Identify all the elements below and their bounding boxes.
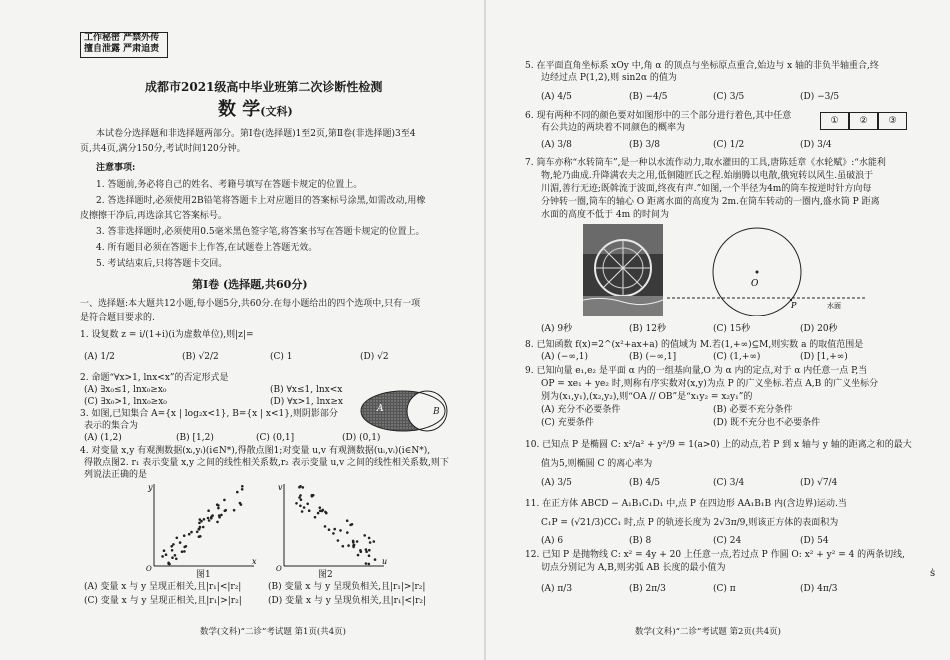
q11-option-b: (B) 8	[629, 536, 652, 546]
scatter-point	[239, 502, 242, 505]
q1-option-a: (A) 1/2	[84, 352, 115, 362]
scatter-point	[324, 511, 327, 514]
scatter-point	[216, 521, 219, 524]
scatter-point	[333, 528, 336, 531]
fig1-y-axis-label: y	[148, 483, 153, 492]
q10-option-a: (A) 3/5	[541, 478, 572, 488]
scatter-point	[299, 485, 302, 488]
scatter-point	[368, 549, 371, 552]
q12-stem-1: 12. 已知 P 是抛物线 C: x² = 4y + 20 上任意一点,若过点 P 作圆 O: x² + y² = 4 的两条切线,	[525, 550, 906, 560]
q1-option-c: (C) 1	[270, 352, 293, 362]
q10-option-c: (C) 3/4	[713, 478, 745, 488]
scatter-point	[299, 494, 302, 497]
scatter-point	[363, 534, 366, 537]
q11-option-c: (C) 24	[713, 536, 742, 546]
q7-stem-5: 水面的高度不低于 4m 的时间为	[541, 210, 669, 220]
intro-line-1: 本试卷分选择题和非选择题两部分。第Ⅰ卷(选择题)1至2页,第Ⅱ卷(非选择题)3至4	[96, 129, 416, 139]
scatter-point	[217, 507, 220, 510]
wheel-center-dot	[756, 271, 759, 274]
q12-option-d: (D) 4π/3	[800, 584, 838, 594]
scatter-point	[311, 495, 314, 498]
q9-stem-1: 9. 已知向量 e₁,e₂ 是平面 α 内的一组基向量,O 为 α 内的定点,对于 α 内任意一点 P,当	[525, 366, 868, 376]
q8-option-c: (C) (1,+∞)	[713, 352, 761, 362]
scatter-point	[303, 506, 306, 509]
scatter-point	[208, 519, 211, 522]
q6-option-d: (D) 3/4	[800, 140, 832, 150]
q3-stem-2: 表示的集合为	[84, 421, 139, 431]
scatter-point	[374, 558, 377, 561]
stamp-line-2: 擅自泄露 严肃追责	[84, 44, 160, 54]
q6-stem-2: 有公共边的两块着不同颜色的概率为	[541, 123, 686, 133]
scatter-point	[210, 517, 213, 520]
scatter-point	[174, 554, 177, 557]
scatter-point	[302, 486, 305, 489]
q8-option-a: (A) (−∞,1)	[541, 352, 589, 362]
fig1-origin: O	[146, 565, 152, 572]
fig1-x-axis-label: x	[252, 557, 257, 566]
scatter-point	[207, 509, 210, 512]
notes-title: 注意事项:	[96, 163, 136, 173]
q3-option-a: (A) (1,2)	[84, 433, 122, 443]
fig2-y-axis-label: v	[278, 483, 283, 492]
scatter-1-points	[161, 485, 243, 565]
scatter-point	[199, 535, 202, 538]
q10-stem-2: 值为5,则椭圆 C 的离心率为	[541, 459, 653, 469]
q3-option-b: (B) [1,2)	[176, 433, 214, 443]
scatter-point	[172, 543, 175, 546]
scatter-point	[373, 540, 376, 543]
q5-stem-1: 5. 在平面直角坐标系 xOy 中,角 α 的顶点与坐标原点重合,始边与 x 轴的非负半轴重合,终	[525, 61, 879, 71]
subject-suffix: (文科)	[260, 105, 293, 118]
q5-option-b: (B) −4/5	[629, 92, 668, 102]
scatter-point	[188, 533, 191, 536]
region-2: ②	[849, 112, 878, 130]
scatter-point	[236, 491, 239, 494]
q9-option-c: (C) 充要条件	[541, 418, 594, 428]
q6-option-b: (B) 3/8	[629, 140, 660, 150]
set-b-label: B	[433, 407, 440, 417]
q11-option-d: (D) 54	[800, 536, 829, 546]
exam-page-2	[485, 0, 950, 660]
scatter-point	[299, 505, 302, 508]
q2-option-d: (D) ∀x>1, lnx≥x	[270, 397, 343, 407]
scatter-point	[351, 523, 354, 526]
q7-option-b: (B) 12秒	[629, 324, 666, 334]
scatter-point	[176, 537, 179, 540]
q9-option-a: (A) 充分不必要条件	[541, 405, 621, 415]
section-1-title: 第Ⅰ卷 (选择题,共60分)	[192, 278, 308, 291]
scatter-point	[218, 516, 221, 519]
waterwheel-illustration	[583, 224, 663, 316]
scatter-point	[365, 562, 368, 565]
scatter-point	[300, 498, 303, 501]
scatter-point	[319, 506, 322, 509]
scatter-point	[342, 545, 345, 548]
set-b-circle	[407, 391, 447, 431]
scatter-point	[322, 509, 325, 512]
q10-option-d: (D) √7/4	[800, 478, 838, 488]
scatter-point	[198, 522, 201, 525]
section-1-intro-2: 是符合题目要求的.	[80, 313, 155, 323]
q12-option-a: (A) π/3	[541, 584, 573, 594]
venn-diagram	[355, 388, 465, 434]
scatter-point	[352, 540, 355, 543]
fig1-caption: 图1	[196, 570, 211, 580]
wheel-center-label: O	[751, 279, 759, 289]
q11-stem-1: 11. 在正方体 ABCD − A₁B₁C₁D₁ 中,点 P 在四边形 AA₁B₁B 内(含边界)运动.当	[525, 499, 847, 509]
scatter-point	[359, 549, 362, 552]
fig2-origin: O	[276, 565, 282, 572]
scatter-point	[183, 534, 186, 537]
scatter-point	[190, 531, 193, 534]
scatter-point	[332, 532, 335, 535]
q10-option-b: (B) 4/5	[629, 478, 660, 488]
q12-option-b: (B) 2π/3	[629, 584, 666, 594]
scatter-point	[179, 541, 182, 544]
region-1: ①	[820, 112, 849, 130]
scatter-point	[317, 512, 320, 515]
bucket-point-label: P	[791, 301, 797, 310]
confidential-stamp	[80, 32, 168, 58]
q7-stem-1: 7. 筒车亦称“水转筒车”,是一种以水流作动力,取水灌田的工具,唐陈廷章《水轮赋》:“水能利	[525, 158, 886, 168]
q4-option-a: (A) 变量 x 与 y 呈现正相关,且|r₁|<|r₂|	[84, 582, 242, 592]
scatter-point	[233, 509, 236, 512]
q3-stem-1: 3. 如图,已知集合 A={x | log₂x<1}, B={x | x<1},则阴影部分	[80, 409, 338, 419]
scatter-point	[356, 540, 359, 543]
q8-stem: 8. 已知函数 f(x)=2^(x²+ax+a) 的值域为 M.若(1,+∞)⊆M,则实数 a 的取值范围是	[525, 340, 864, 350]
scatter-point	[314, 516, 317, 519]
scatter-point	[220, 514, 223, 517]
q5-option-d: (D) −3/5	[800, 92, 840, 102]
scatter-point	[368, 563, 371, 566]
q2-option-a: (A) ∃x₀≤1, lnx₀≥x₀	[84, 385, 167, 395]
scatter-point	[241, 485, 244, 488]
section-1-intro-1: 一、选择题:本大题共12小题,每小题5分,共60分.在每小题给出的四个选项中,只有一项	[80, 299, 421, 309]
scatter-point	[163, 549, 166, 552]
q7-stem-3: 川湄,善行无迹;既斡流于波面,终夜有声.”如图,一个半径为4m的筒车按逆时针方向每	[541, 184, 872, 194]
q4-option-c: (C) 变量 x 与 y 呈现正相关,且|r₁|>|r₂|	[84, 596, 242, 606]
scatter-point	[241, 488, 244, 491]
scatter-point	[324, 525, 327, 528]
note-1: 1. 答题前,务必将自己的姓名、考籍号填写在答题卡规定的位置上。	[96, 180, 363, 190]
q6-stem-1: 6. 现有两种不同的颜色要对如图形中的三个部分进行着色,其中任意	[525, 111, 792, 121]
q5-option-a: (A) 4/5	[541, 92, 572, 102]
scatter-point	[223, 499, 226, 502]
q5-option-c: (C) 3/5	[713, 92, 745, 102]
q10-stem-1: 10. 已知点 P 是椭圆 C: x²/a² + y²/9 = 1(a>0) 上的动点,若 P 到 x 轴与 y 轴的距离之和的最大	[525, 440, 912, 450]
q4-stem-1: 4. 对变量 x,y 有观测数据(xᵢ,yᵢ)(i∈N*),得散点图1;对变量 u,v 有观测数据(uᵢ,vᵢ)(i∈N*),	[80, 446, 431, 456]
q6-option-a: (A) 3/8	[541, 140, 572, 150]
scatter-point	[339, 529, 342, 532]
scatter-point	[365, 548, 368, 551]
scatter-point	[357, 554, 360, 557]
q7-stem-4: 分钟转一圈,筒车的轴心 O 距离水面的高度为 2m.在筒车转动的一圈内,盛水筒 P 距离	[541, 197, 880, 207]
stamp-line-1: 工作秘密 严禁外传	[84, 33, 160, 43]
note-2b: 皮擦擦干净后,再选涂其它答案标号。	[80, 211, 227, 221]
scatter-point	[196, 531, 199, 534]
q1-option-d: (D) √2	[360, 352, 389, 362]
q7-option-d: (D) 20秒	[800, 324, 838, 334]
note-4: 4. 所有题目必须在答题卡上作答,在试题卷上答题无效。	[96, 243, 318, 253]
note-5: 5. 考试结束后,只将答题卡交回。	[96, 259, 228, 269]
q7-option-a: (A) 9秒	[541, 324, 573, 334]
scatter-point	[328, 528, 331, 531]
water-label: 水面	[827, 302, 841, 310]
scatter-point	[337, 539, 340, 542]
subject-name: 数 学	[218, 99, 261, 120]
three-region-figure	[820, 112, 907, 130]
scatter-point	[308, 509, 311, 512]
scatter-point	[203, 518, 206, 521]
scatter-point	[175, 558, 178, 561]
page-1-footer: 数学(文科)“二诊”考试题 第1页(共4页)	[200, 627, 346, 637]
q8-option-b: (B) (−∞,1]	[629, 352, 677, 362]
fig2-caption: 图2	[318, 570, 333, 580]
q12-option-c: (C) π	[713, 584, 736, 594]
q4-stem-2: 得散点图2. r₁ 表示变量 x,y 之间的线性相关系数,r₂ 表示变量 u,v 之间的线性相关系数,则下	[84, 458, 449, 468]
scatter-point	[347, 544, 350, 547]
scatter-point	[365, 550, 368, 553]
q11-option-a: (A) 6	[541, 536, 564, 546]
q4-option-b: (B) 变量 x 与 y 呈现负相关,且|r₁|>|r₂|	[268, 582, 426, 592]
margin-mark: ṡ	[930, 568, 936, 579]
q2-stem: 2. 命题“∀x>1, lnx<x”的否定形式是	[80, 373, 229, 383]
set-a-label: A	[377, 404, 384, 414]
scatter-point	[346, 519, 349, 522]
q8-option-d: (D) [1,+∞)	[800, 352, 848, 362]
q1-stem: 1. 设复数 z = i/(1+i)(i为虚数单位),则|z|=	[80, 330, 254, 340]
scatter-point	[295, 502, 298, 505]
q12-stem-2: 切点分别记为 A,B,则劣弧 AB 长度的最小值为	[541, 563, 726, 573]
scatter-point	[183, 550, 186, 553]
waterwheel-diagram	[667, 224, 887, 316]
subject-title	[218, 100, 293, 122]
q9-stem-2: OP = xe₁ + ye₂ 时,则称有序实数对(x,y)为点 P 的广义坐标.若点 A,B 的广义坐标分	[541, 379, 879, 389]
scatter-point	[181, 550, 184, 553]
scatter-point	[183, 546, 186, 549]
scatter-point	[199, 518, 202, 521]
q3-option-c: (C) (0,1]	[256, 433, 295, 443]
q2-option-b: (B) ∀x≤1, lnx<x	[270, 385, 343, 395]
scatter-point	[161, 555, 164, 558]
scatter-point	[346, 531, 349, 534]
scatter-point	[171, 549, 174, 552]
q2-option-c: (C) ∃x₀>1, lnx₀≥x₀	[84, 397, 167, 407]
q6-option-c: (C) 1/2	[713, 140, 745, 150]
q7-stem-2: 物,轮乃曲成.升降满农夫之用,低徊随匠氏之程.始崩腾以电散,俄宛转以风生.虽破浪于	[541, 171, 874, 181]
region-3: ③	[878, 112, 907, 130]
intro-line-2: 页,共4页,满分150分,考试时间120分钟。	[80, 144, 246, 154]
scatter-point	[306, 503, 309, 506]
scatter-plot-2	[270, 480, 390, 572]
scatter-point	[301, 510, 304, 513]
page-2-footer: 数学(文科)“二诊”考试题 第2页(共4页)	[635, 627, 781, 637]
scatter-plot-1	[140, 480, 260, 572]
note-3: 3. 答非选择题时,必须使用0.5毫米黑色签字笔,将答案书写在答题卡规定的位置上。	[96, 227, 425, 237]
q5-stem-2: 边经过点 P(1,2),则 sin2α 的值为	[541, 73, 677, 83]
q4-stem-3: 列说法正确的是	[84, 470, 148, 480]
scatter-2-points	[295, 485, 376, 565]
scatter-point	[224, 510, 227, 513]
q4-option-d: (D) 变量 x 与 y 呈现负相关,且|r₁|<|r₂|	[268, 596, 427, 606]
scatter-point	[217, 504, 220, 507]
scatter-point	[165, 553, 168, 556]
scatter-point	[369, 541, 372, 544]
scatter-point	[207, 517, 210, 520]
scatter-point	[368, 554, 371, 557]
q3-option-d: (D) (0,1)	[342, 433, 381, 443]
scatter-point	[168, 563, 171, 566]
q9-option-d: (D) 既不充分也不必要条件	[713, 418, 821, 428]
scatter-point	[352, 546, 355, 549]
scatter-point	[199, 526, 202, 529]
note-2a: 2. 答选择题时,必须使用2B铅笔将答题卡上对应题目的答案标号涂黑,如需改动,用橡	[96, 196, 426, 206]
q9-option-b: (B) 必要不充分条件	[713, 405, 793, 415]
q9-stem-3: 别为(x₁,y₁),(x₂,y₂),则“OA // OB”是“x₁y₂ = x₂y₁”的	[541, 392, 753, 402]
fig2-x-axis-label: u	[382, 557, 388, 566]
scatter-point	[202, 526, 205, 529]
scatter-point	[171, 556, 174, 559]
q1-option-b: (B) √2/2	[182, 352, 219, 362]
exam-title: 成都市2021级高中毕业班第二次诊断性检测	[145, 80, 383, 94]
scatter-point	[368, 537, 371, 540]
q11-stem-2: C₁P = (√21/3)CC₁ 时,点 P 的轨迹长度为 2√3π/9,则该正方体的表面积为	[541, 518, 839, 528]
q7-option-c: (C) 15秒	[713, 324, 751, 334]
